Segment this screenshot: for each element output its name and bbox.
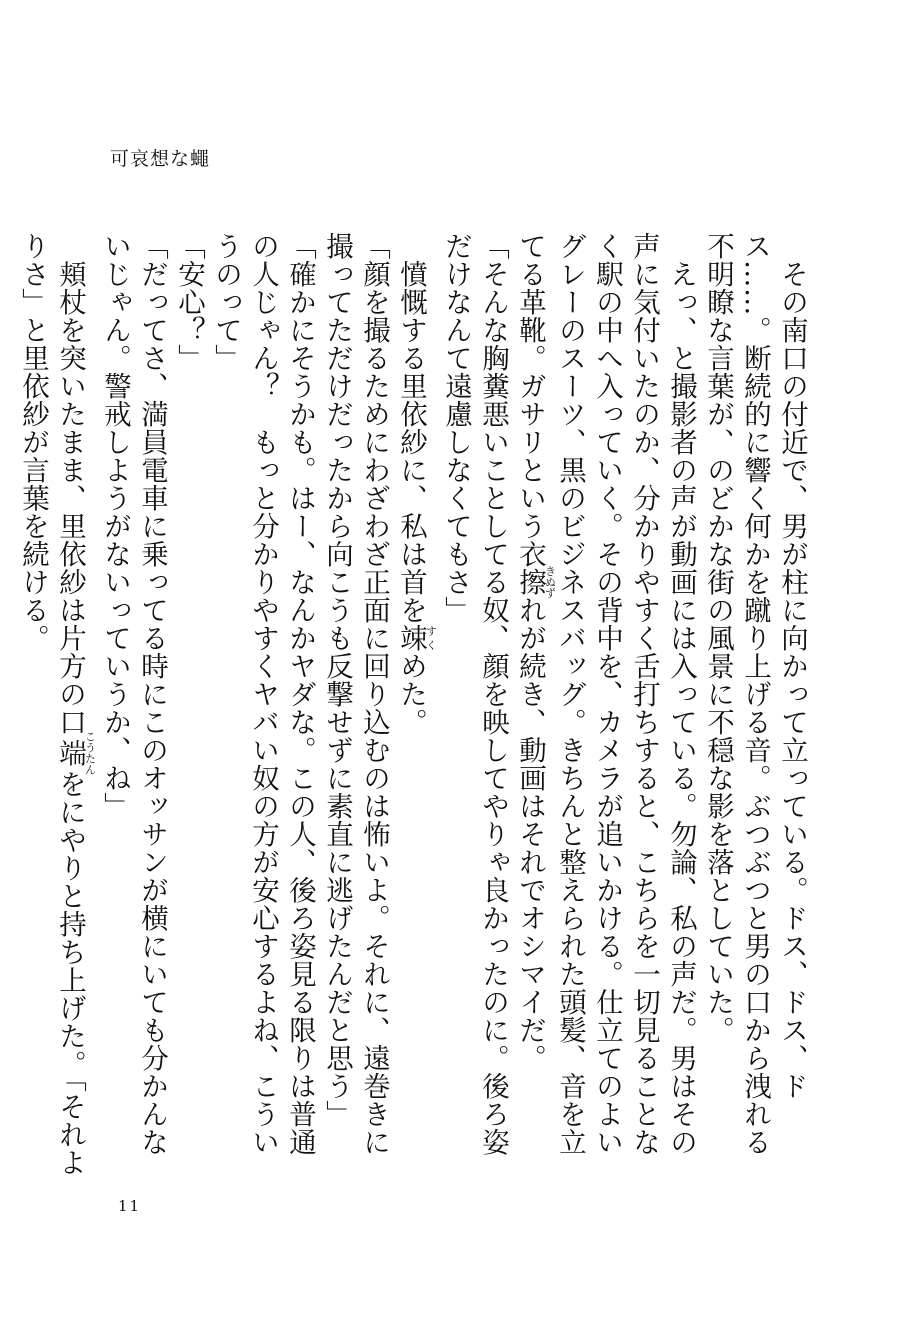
paragraph-7: 「安心？」 xyxy=(173,232,205,372)
paragraph-9 xyxy=(14,232,96,1182)
paragraph-1: その南口の付近で、男が柱に向かって立っている。ドス、ドス、ドス……。断続的に響く何かを蹴り上げる音。ぶつぶつと男の口から洩れる不明瞭な言葉が、のどかな街の風景に不穏な影を落としていた。 xyxy=(702,232,808,1156)
paragraph-5: 「顔を撮るためにわざわざ正面に回り込むのは怖いよ。それに、遠巻きに撮ってただけだったから向こうも反撃せずに素直に逃げたんだと思う」 xyxy=(321,232,390,1156)
paragraph-6: 「確かにそうかも。はー、なんかヤダな。この人、後ろ姿見る限りは普通の人じゃん？ もっと分かりやすくヤバい奴の方が安心するよね、こういうのって」 xyxy=(210,232,316,1156)
paragraph-4-tail: めた。 xyxy=(395,651,427,736)
paragraph-9-tail: をにやりと持ち上げた。「それよりさ」と里依紗が言葉を続ける。 xyxy=(17,232,86,1176)
paragraph-2 xyxy=(511,232,699,1182)
paragraph-2-text: えっ、と撮影者の声が動画には入っている。勿論、私の声だ。男はその声に気付いたのか、分かりやすく舌打ちすると、こちらを一切見ることなく駅の中へ入っていく。その背中を、カメラが追いかける。仕立てのよいグレーのスーツ、黒のビジネスバッグ。きちんと整えられた頭髪、音を立てる革靴。ガサリという衣 xyxy=(514,232,697,1156)
paragraph-9-text: 頬杖を突いたまま、里依紗は片方の口 xyxy=(54,259,86,736)
paragraph-4 xyxy=(392,232,437,1182)
paragraph-2-tail: れが続き、動画はそれでオシマイだ。 xyxy=(514,596,546,1072)
ruby-kinuzure: 擦きぬず xyxy=(514,565,557,599)
running-head: 可哀想な蠅 xyxy=(110,148,211,170)
body-text xyxy=(17,232,810,1182)
ruby-sukume: 竦すく xyxy=(395,623,438,652)
ruby-koutan: 端こうたん xyxy=(54,730,97,775)
page-number: 11 xyxy=(118,1197,142,1215)
paragraph-4-text: 憤慨する里依紗に、私は首を xyxy=(395,259,427,624)
paragraph-8: 「だってさ、満員電車に乗ってる時にこのオッサンが横にいても分かんないじゃん。警戒しようがないっていうか、ね」 xyxy=(99,232,168,1156)
paragraph-3: 「そんな胸糞悪いことしてる奴、顔を映してやりゃ良かったのに。後ろ姿だけなんて遠慮しなくてもさ」 xyxy=(440,232,509,1156)
